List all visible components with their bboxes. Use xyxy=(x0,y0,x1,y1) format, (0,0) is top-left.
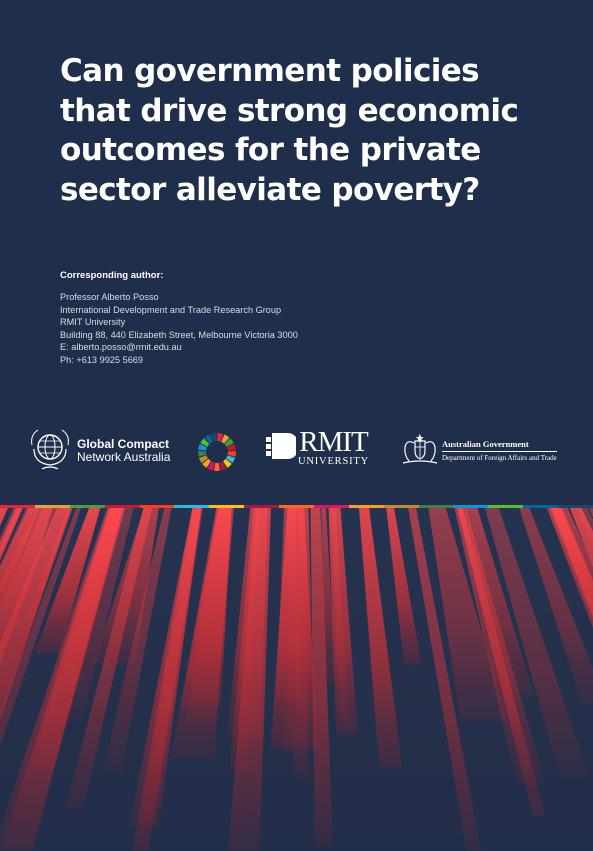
author-name: Professor Alberto Posso xyxy=(60,292,159,302)
rmit-name: RMIT xyxy=(299,426,368,458)
title-line: sector alleviate poverty? xyxy=(60,171,480,208)
author-address: Building 88, 440 Elizabeth Street, Melbourne Victoria 3000 xyxy=(60,329,298,340)
red-streaks-artwork xyxy=(0,508,593,851)
aus-gov-line2: Department of Foreign Affairs and Trade xyxy=(442,454,557,462)
author-phone: Ph: +613 9925 5669 xyxy=(60,354,144,365)
coat-of-arms-icon xyxy=(401,433,439,465)
sdg-wheel-segment xyxy=(198,451,206,457)
partner-logos xyxy=(0,425,593,475)
global-compact-line1: Global Compact xyxy=(77,437,170,451)
title-line: Can government policies xyxy=(60,53,480,89)
rmit-wordmark xyxy=(298,428,369,468)
rmit-pixel-icon xyxy=(266,433,296,459)
global-compact-wordmark xyxy=(77,438,170,464)
global-compact-line2: Network Australia xyxy=(77,450,171,464)
un-global-compact-icon xyxy=(30,427,70,471)
aus-gov-divider xyxy=(442,451,557,452)
rmit-sub: UNIVERSITY xyxy=(298,456,369,467)
sdg-wheel-segment xyxy=(214,463,220,471)
author-email: E: alberto.posso@rmit.edu.au xyxy=(60,342,182,353)
sdg-wheel-icon xyxy=(197,432,237,472)
author-heading: Corresponding author: xyxy=(60,270,164,281)
sdg-wheel-segment xyxy=(228,451,236,457)
author-details xyxy=(60,291,298,367)
title-line: outcomes for the private xyxy=(60,132,481,168)
report-title xyxy=(60,52,560,210)
author-group: International Development and Trade Research Group xyxy=(60,304,282,315)
author-university: RMIT University xyxy=(60,317,126,328)
aus-gov-line1: Australian Government xyxy=(442,439,529,449)
australian-government-wordmark xyxy=(442,439,557,462)
title-line: that drive strong economic xyxy=(60,92,519,129)
